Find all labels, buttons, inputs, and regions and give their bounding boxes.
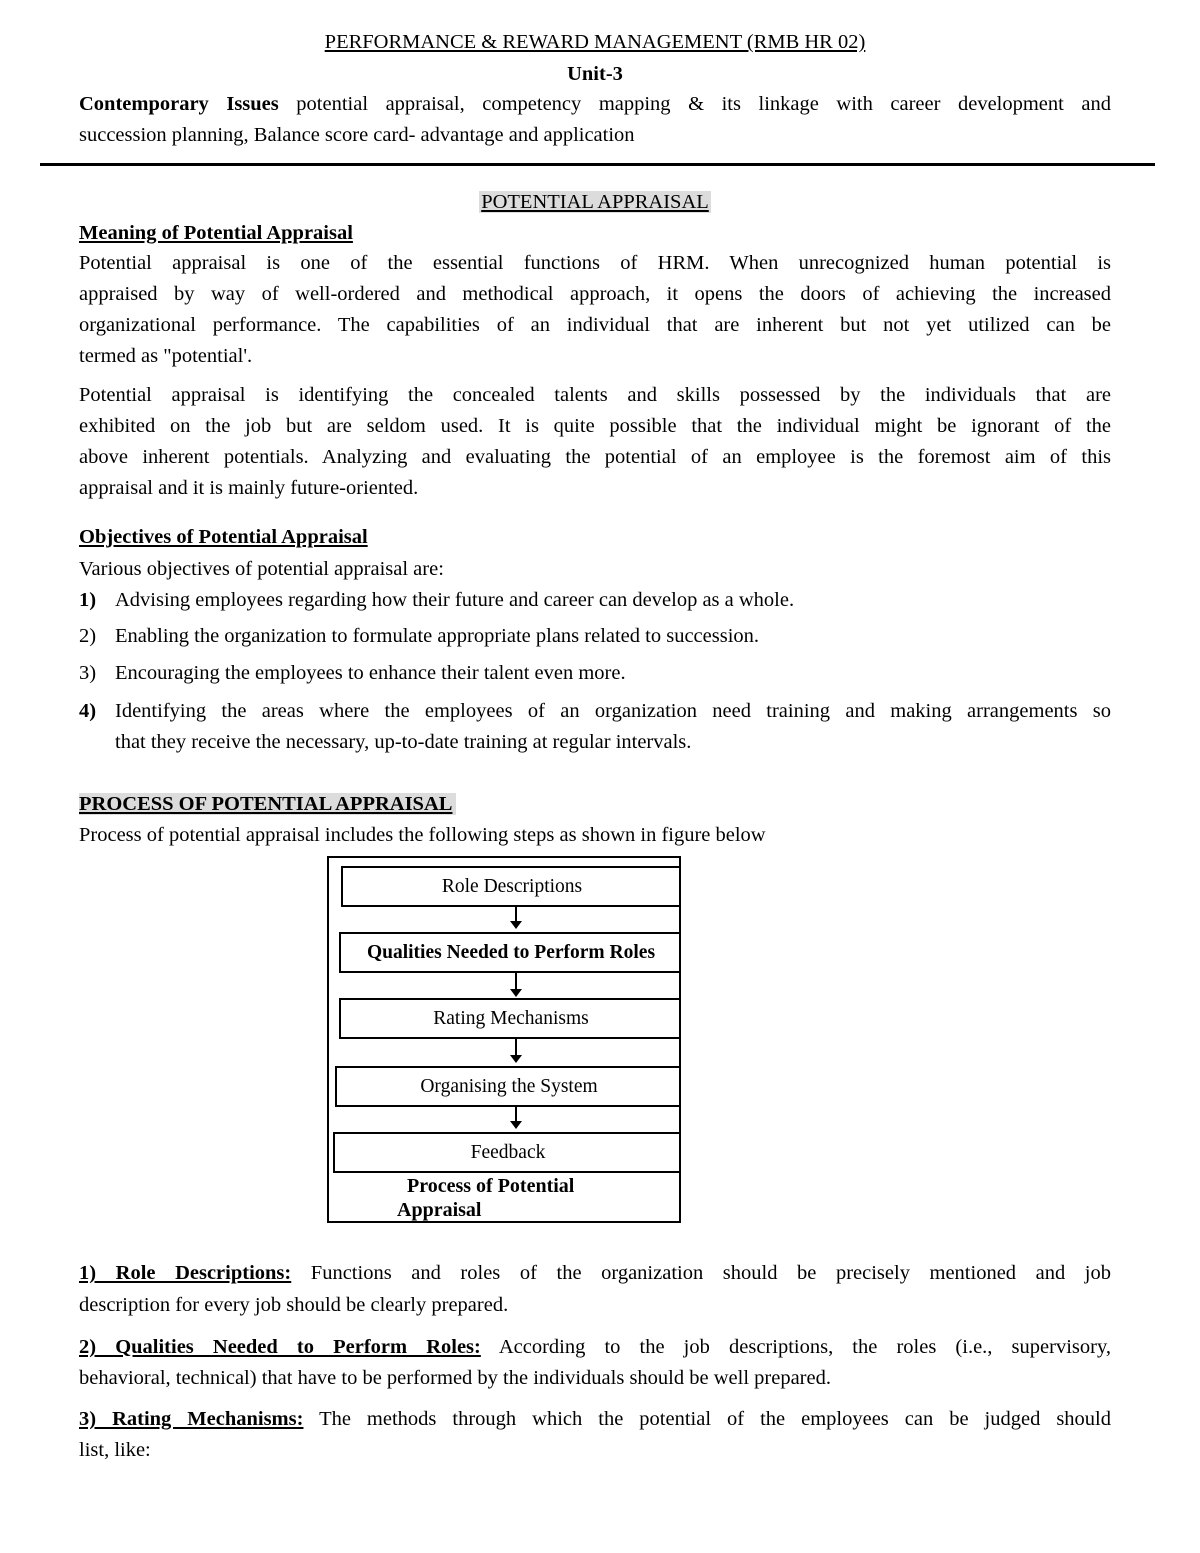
step-text-continued: list, like:: [79, 1439, 151, 1461]
flow-step-feedback: Feedback: [333, 1132, 681, 1173]
objective-number: 1): [79, 589, 97, 611]
course-title: PERFORMANCE & REWARD MANAGEMENT (RMB HR 02): [324, 31, 866, 53]
para1-line: organizational performance. The capabilities of an individual that are inherent but not yet utilized can be: [79, 314, 1111, 336]
objective-item: [79, 696, 1111, 727]
flow-step-role-descriptions: Role Descriptions: [341, 866, 681, 907]
objective-text-continued: that they receive the necessary, up-to-date training at regular intervals.: [115, 731, 692, 753]
para1-line: termed as "potential'.: [79, 345, 253, 367]
objectives-heading: Objectives of Potential Appraisal: [79, 526, 368, 548]
step-description: [79, 1332, 1111, 1363]
step-label: 1) Role Descriptions:: [79, 1262, 292, 1284]
objective-number: 2): [79, 625, 97, 647]
para2-line: exhibited on the job but are seldom used. It is quite possible that the individual might be ignorant of the: [79, 415, 1111, 437]
unit-label: Unit-3: [567, 63, 623, 85]
step-text-continued: description for every job should be clearly prepared.: [79, 1294, 509, 1316]
step-text-continued: behavioral, technical) that have to be performed by the individuals should be well prepared.: [79, 1367, 831, 1389]
contemporary-issues-line: [79, 89, 1111, 120]
meaning-heading: Meaning of Potential Appraisal: [79, 222, 353, 244]
para2-line: appraisal and it is mainly future-oriented.: [79, 477, 419, 499]
horizontal-rule: [40, 163, 1155, 166]
para2-line: above inherent potentials. Analyzing and evaluating the potential of an employee is the foremost aim of this: [79, 446, 1111, 468]
figure-caption-line2: Appraisal: [397, 1199, 482, 1221]
step-label: 2) Qualities Needed to Perform Roles:: [79, 1336, 481, 1358]
objectives-intro: Various objectives of potential appraisal are:: [79, 558, 444, 580]
contemporary-issues-text: potential appraisal, competency mapping & its linkage with career development and: [278, 93, 1111, 115]
process-heading-wrap: [79, 789, 1111, 820]
step-text: Functions and roles of the organization should be precisely mentioned and job: [291, 1262, 1111, 1284]
step-text: The methods through which the potential of the employees can be judged should: [303, 1408, 1111, 1430]
contemporary-issues-text-2: succession planning, Balance score card- advantage and application: [79, 124, 635, 146]
process-heading: PROCESS OF POTENTIAL APPRAISAL: [79, 793, 456, 815]
potential-appraisal-heading: POTENTIAL APPRAISAL: [481, 191, 709, 213]
flow-arrow: [515, 1039, 517, 1061]
objective-item: [79, 621, 1111, 652]
para2-line: Potential appraisal is identifying the concealed talents and skills possessed by the individuals that are: [79, 384, 1111, 406]
flow-arrow: [515, 907, 517, 927]
objective-item: [79, 585, 1111, 616]
objective-number: 4): [79, 700, 97, 722]
objective-text: Identifying the areas where the employees of an organization need training and making arrangements so: [115, 700, 1111, 722]
flow-step-rating-mechanisms: Rating Mechanisms: [339, 998, 681, 1039]
objective-item: [79, 658, 1111, 689]
flow-step-qualities: Qualities Needed to Perform Roles: [339, 932, 681, 973]
objective-number: 3): [79, 662, 97, 684]
flow-arrow: [515, 1107, 517, 1127]
process-flowchart: [327, 856, 681, 1223]
process-intro: Process of potential appraisal includes the following steps as shown in figure below: [79, 824, 766, 846]
objective-text: Advising employees regarding how their future and career can develop as a whole.: [115, 589, 795, 611]
objective-text: Enabling the organization to formulate appropriate plans related to succession.: [115, 625, 760, 647]
step-description: [79, 1404, 1111, 1435]
figure-caption-line1: Process of Potential: [407, 1175, 575, 1197]
flow-step-organising: Organising the System: [335, 1066, 681, 1107]
step-description: [79, 1258, 1111, 1289]
flow-arrow: [515, 973, 517, 995]
objective-text: Encouraging the employees to enhance their talent even more.: [115, 662, 626, 684]
step-text: According to the job descriptions, the roles (i.e., supervisory,: [480, 1336, 1111, 1358]
para1-line: Potential appraisal is one of the essential functions of HRM. When unrecognized human potential is: [79, 252, 1111, 274]
contemporary-issues-label: Contemporary Issues: [79, 93, 279, 115]
potential-appraisal-heading-wrap: [40, 187, 1150, 218]
step-label: 3) Rating Mechanisms:: [79, 1408, 304, 1430]
para1-line: appraised by way of well-ordered and methodical approach, it opens the doors of achieving the increased: [79, 283, 1111, 305]
